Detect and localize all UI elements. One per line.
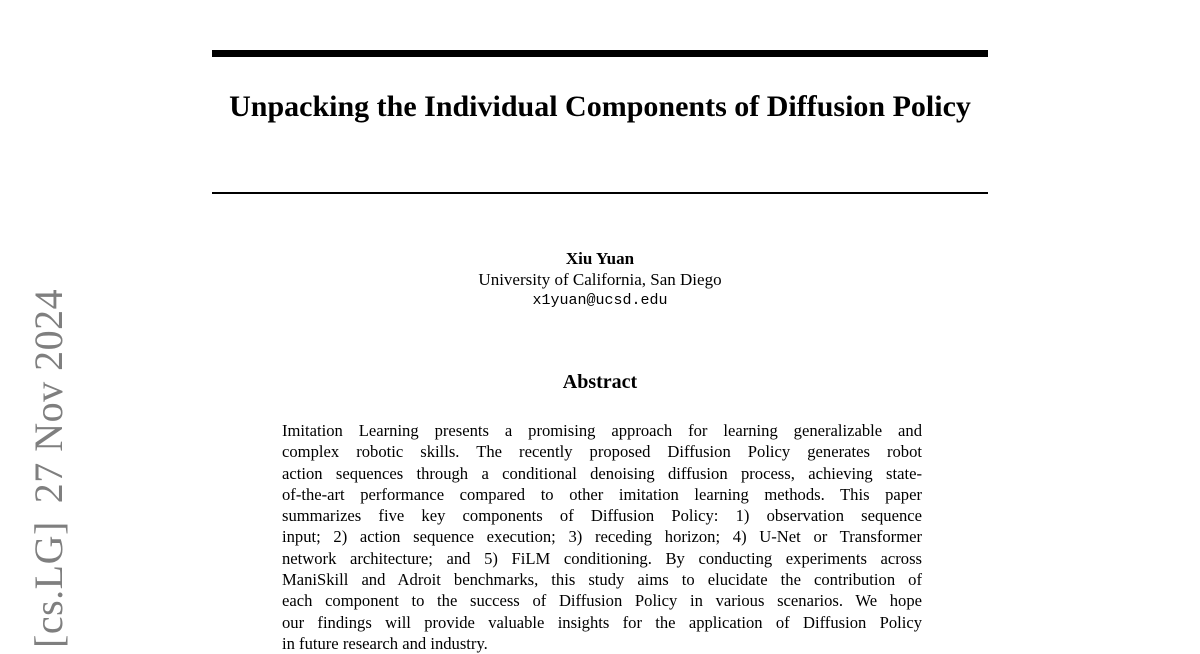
arxiv-category: [cs.LG] — [26, 521, 71, 648]
author-block — [212, 248, 988, 311]
abstract-line: in future research and industry. — [282, 633, 488, 653]
author-affiliation: University of California, San Diego — [478, 270, 722, 289]
arxiv-date: 27 Nov 2024 — [26, 288, 71, 504]
arxiv-stamp — [26, 289, 72, 648]
author-email: x1yuan@ucsd.edu — [532, 292, 668, 309]
abstract-line: complex robotic skills. The recently proposed Diffusion Policy generates robot — [282, 442, 922, 462]
abstract-line: Imitation Learning presents a promising approach for learning generalizable and — [282, 421, 922, 440]
abstract-line: input; 2) action sequence execution; 3) receding horizon; 4) U-Net or Transformer — [282, 527, 922, 547]
author-name: Xiu Yuan — [565, 249, 635, 268]
paper-title: Unpacking the Individual Components of Diffusion Policy — [229, 90, 971, 123]
abstract-heading: Abstract — [562, 371, 638, 393]
abstract-line: network architecture; and 5) FiLM conditioning. By conducting experiments across — [282, 548, 922, 568]
abstract-line: of-the-art performance compared to other imitation learning methods. This paper — [282, 484, 922, 504]
abstract-line: our findings will provide valuable insights for the application of Diffusion Policy — [282, 612, 922, 632]
abstract-line: action sequences through a conditional denoising diffusion process, achieving state- — [282, 463, 922, 483]
abstract-line: summarizes five key components of Diffusion Policy: 1) observation sequence — [282, 506, 922, 526]
abstract-line: ManiSkill and Adroit benchmarks, this study aims to elucidate the contribution of — [282, 570, 922, 590]
abstract-body — [282, 420, 922, 654]
abstract-line: each component to the success of Diffusion Policy in various scenarios. We hope — [282, 591, 922, 611]
title-bottom-rule — [212, 192, 988, 194]
title-top-rule — [212, 50, 988, 57]
